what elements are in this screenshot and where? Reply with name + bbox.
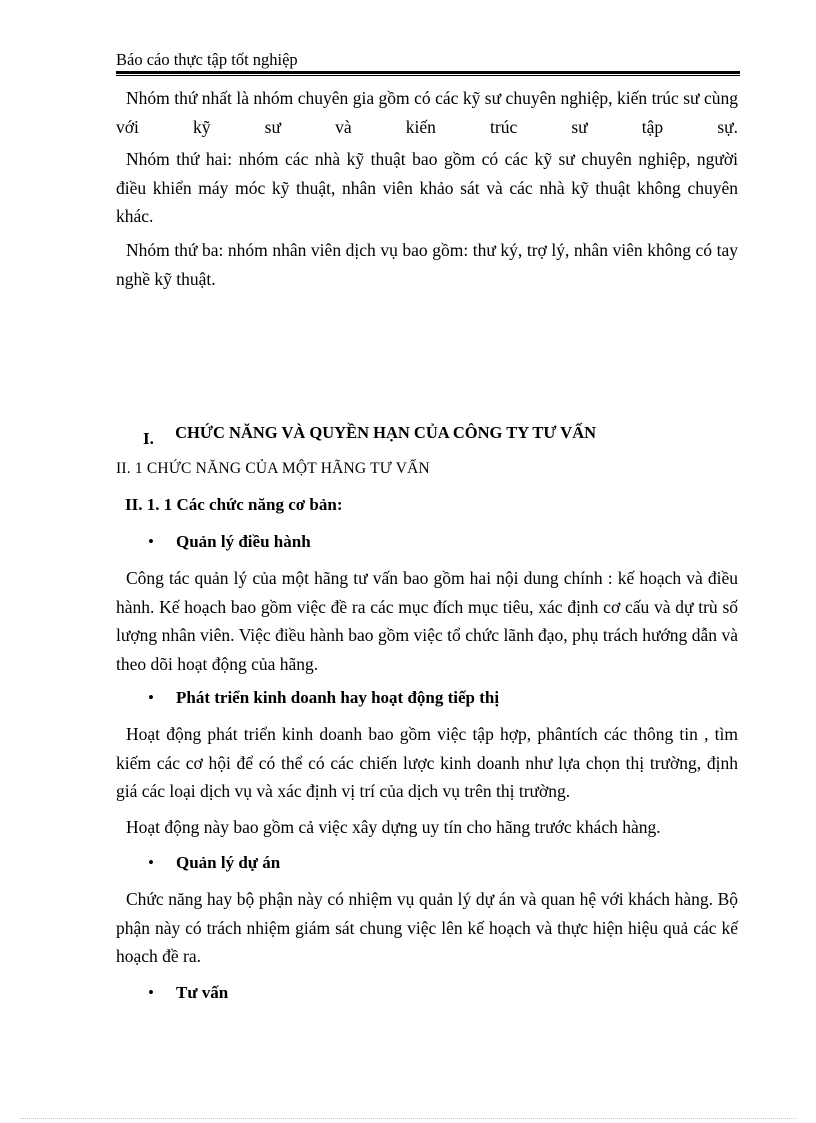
intro-paragraph-3: Nhóm thứ ba: nhóm nhân viên dịch vụ bao gồm: thư ký, trợ lý, nhân viên không có tay nghề kỹ thuật. <box>116 240 738 289</box>
bullet-label: Quản lý điều hành <box>176 532 311 551</box>
bullet-item-consulting <box>148 983 228 1003</box>
business-development-paragraph: Hoạt động phát triển kinh doanh bao gồm việc tập hợp, phântích các thông tin , tìm kiếm các cơ hội để có thể có các chiến lược kinh doanh như lựa chọn thị trường, định giá các loại dịch vụ và xác định vị trí của dịch vụ trên thị trường. <box>116 724 738 801</box>
page-bottom-border <box>20 1118 796 1119</box>
bullet-item-business-development <box>148 688 499 708</box>
page-header: Báo cáo thực tập tốt nghiệp <box>116 50 298 69</box>
section-number: I. <box>143 429 154 448</box>
bullet-label: Tư vấn <box>176 983 229 1002</box>
bullet-label: Quản lý dự án <box>176 853 281 872</box>
intro-paragraph-2: Nhóm thứ hai: nhóm các nhà kỹ thuật bao gồm có các kỹ sư chuyên nghiệp, người điều khiển máy móc kỹ thuật, nhân viên khảo sát và các nhà kỹ thuật không chuyên khác. <box>116 149 738 226</box>
bullet-label: Phát triển kinh doanh hay hoạt động tiếp thị <box>176 688 500 707</box>
subsubsection-heading: II. 1. 1 Các chức năng cơ bản: <box>125 495 343 514</box>
subsection-heading: II. 1 CHỨC NĂNG CỦA MỘT HÃNG TƯ VẤN <box>116 460 430 477</box>
header-rule-thin <box>116 75 740 76</box>
section-heading <box>116 423 756 448</box>
reputation-paragraph: Hoạt động này bao gồm cả việc xây dựng uy tín cho hãng trước khách hàng. <box>126 817 661 837</box>
bullet-item-project-management <box>148 853 280 873</box>
bullet-item-management <box>148 532 311 552</box>
intro-paragraph-1: Nhóm thứ nhất là nhóm chuyên gia gồm có các kỹ sư chuyên nghiệp, kiến trúc sư cùng với kỹ sư và kiến trúc sư tập sự. <box>116 88 738 137</box>
bullet-icon: • <box>148 532 154 551</box>
management-paragraph: Công tác quản lý của một hãng tư vấn bao gồm hai nội dung chính : kế hoạch và điều hành. Kế hoạch bao gồm việc đề ra các mục đích mục tiêu, xác định cơ cấu và dự trù số lượng nhân viên. Việc điều hành bao gồm việc tổ chức lãnh đạo, phụ trách hướng dẫn và theo dõi hoạt động của hãng. <box>116 568 738 674</box>
project-management-paragraph: Chức năng hay bộ phận này có nhiệm vụ quản lý dự án và quan hệ với khách hàng. Bộ phận này có trách nhiệm giám sát chung việc lên kế hoạch và thực hiện hiệu quả các kế hoạch đề ra. <box>116 889 738 966</box>
bullet-icon: • <box>148 853 154 872</box>
bullet-icon: • <box>148 983 154 1002</box>
bullet-icon: • <box>148 688 154 707</box>
section-title: CHỨC NĂNG VÀ QUYỀN HẠN CỦA CÔNG TY TƯ VẤN <box>175 423 597 442</box>
header-rule-thick <box>116 71 740 74</box>
